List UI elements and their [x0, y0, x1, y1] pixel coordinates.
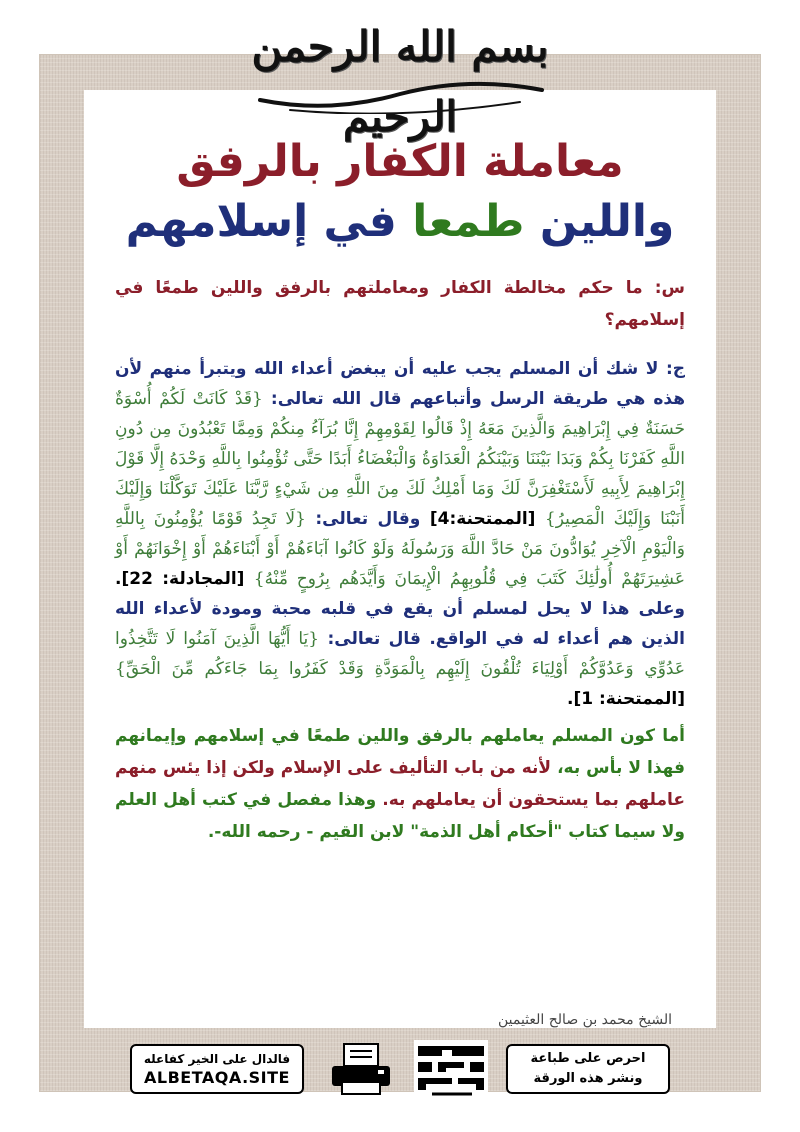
quran-verse-1: {قَدْ كَانَتْ لَكُمْ أُسْوَةٌ حَسَنَةٌ فِي إِبْرَاهِيمَ وَالَّذِينَ مَعَهُ إِذْ قَالُوا لِقَوْمِهِمْ إِنَّا بُرَآءُ مِنكُمْ وَمِمَّا تَعْبُدُونَ مِن دُونِ اللَّهِ كَفَرْنَا بِكُمْ وَبَدَا بَيْنَنَا وَبَيْنَكُمُ الْعَدَاوَةُ وَالْبَغْضَاءُ أَبَدًا حَتَّى تُؤْمِنُوا بِاللَّهِ وَحْدَهُ إِلَّا قَوْلَ إِبْرَاهِيمَ لِأَبِيهِ لَأَسْتَغْفِرَنَّ لَكَ وَمَا أَمْلِكُ لَكَ مِنَ اللَّهِ مِن شَيْءٍ رَّبَّنَا عَلَيْكَ تَوَكَّلْنَا وَإِلَيْكَ أَنَبْنَا وَإِلَيْكَ الْمَصِيرُ}	[115, 389, 686, 529]
footer-print-box	[506, 1044, 670, 1094]
answer-intro: لا شك أن المسلم يجب عليه أن يبغض أعداء الله ويتبرأ منهم لأن هذه هي طريقة الرسل وأتباعهم قال الله تعالى:	[115, 359, 685, 409]
footer-bar	[130, 1038, 670, 1100]
calligraphy-swoosh-icon	[250, 70, 550, 114]
question-paragraph	[115, 272, 685, 336]
closing-paragraph	[115, 720, 685, 848]
quran-verse-3: {يَا أَيُّهَا الَّذِينَ آمَنُوا لَا تَتَّخِذُوا عَدُوِّي وَعَدُوَّكُمْ أَوْلِيَاءَ تُلْقُونَ إِلَيْهِم بِالْمَوَدَّةِ وَقَدْ كَفَرُوا بِمَا جَاءَكُم مِّنَ الْحَقِّ}	[115, 629, 685, 679]
author-signature: الشيخ محمد بن صالح العثيمين	[497, 1012, 672, 1028]
basmala-text: بسم الله الرحمن الرحيم	[251, 22, 549, 141]
question-text: ما حكم مخالطة الكفار ومعاملتهم بالرفق واللين طمعًا في إسلامهم؟	[115, 278, 685, 330]
footer-print-line2: ونشر هذه الورقة	[533, 1071, 643, 1086]
verse-reference-2: [المجادلة: 22].	[115, 569, 245, 589]
footer-tagline: فالدال على الخير كفاعله	[143, 1052, 291, 1066]
footer-print-line1: احرص على طباعة	[530, 1051, 646, 1066]
closing-part1: أما كون المسلم يعاملهم بالرفق واللين طمعًا في إسلامهم وإيمانهم فهذا لا بأس به،	[115, 726, 686, 778]
verse-reference-1: [الممتحنة:4]	[429, 509, 536, 529]
basmala-calligraphy	[240, 12, 560, 141]
answer-connector: وقال تعالى:	[315, 509, 421, 529]
title-word-allin: واللين	[539, 196, 675, 247]
answer-prefix: ج:	[665, 359, 685, 379]
answer-paragraph	[115, 354, 685, 714]
answer-middle: وعلى هذا لا يحل لمسلم أن يقع في قلبه محبة ومودة لأعداء الله الذين هم أعداء له في الواقع. قال تعالى:	[115, 599, 685, 649]
footer-site-link[interactable]: ALBETAQA.SITE	[144, 1068, 290, 1087]
verse-reference-3: [الممتحنة: 1].	[566, 689, 685, 709]
question-prefix: س:	[654, 278, 685, 298]
printer-icon	[326, 1040, 396, 1098]
title-word-fi-islamihim: في إسلامهم	[125, 196, 397, 247]
closing-part3: وهذا مفصل في كتب أهل العلم ولا سيما كتاب "أحكام أهل الذمة" لابن القيم - رحمه الله-.	[115, 790, 685, 842]
page-title-line2	[100, 192, 700, 252]
title-word-tamaan: طمعا	[412, 196, 525, 247]
article-body	[115, 272, 685, 848]
quran-verse-2: {لَا تَجِدُ قَوْمًا يُؤْمِنُونَ بِاللَّهِ وَالْيَوْمِ الْآخِرِ يُوَادُّونَ مَنْ حَادَّ اللَّهَ وَرَسُولَهُ وَلَوْ كَانُوا آبَاءَهُمْ أَوْ أَبْنَاءَهُمْ أَوْ إِخْوَانَهُمْ أَوْ عَشِيرَتَهُمْ أُولَٰئِكَ كَتَبَ فِي قُلُوبِهِمُ الْإِيمَانَ وَأَيَّدَهُم بِرُوحٍ مِّنْهُ}	[115, 509, 685, 589]
albetaqa-logo-icon	[412, 1038, 490, 1100]
page-title-line1: معاملة الكفار بالرفق	[176, 136, 624, 187]
footer-site-box	[130, 1044, 304, 1094]
closing-part2: لأنه من باب التأليف على الإسلام ولكن إذا يئس منهم عاملهم بما يستحقون أن يعاملهم به.	[115, 758, 686, 810]
